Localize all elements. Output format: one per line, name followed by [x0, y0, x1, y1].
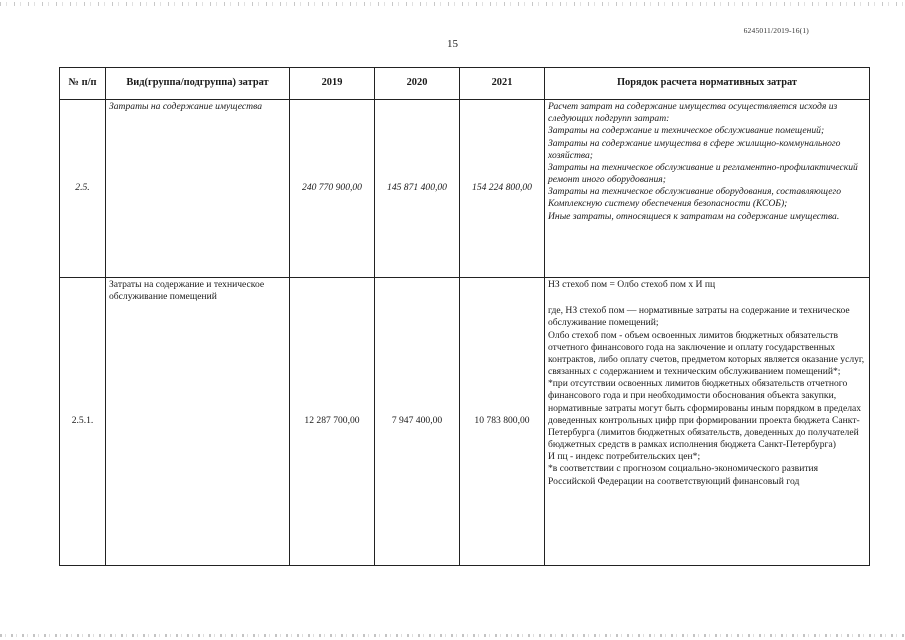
document-code: 6245011/2019-16(1): [743, 26, 809, 35]
method-line: Иные затраты, относящиеся к затратам на содержание имущества.: [548, 210, 840, 222]
header-2019: 2019: [290, 68, 375, 100]
value-2021: 154 224 800,00: [460, 100, 545, 278]
method-line: И пц - индекс потребительских цен*;: [548, 451, 701, 463]
header-2021: 2021: [460, 68, 545, 100]
method-line: Затраты на содержание имущества в сфере жилищно-коммунального хозяйства;: [548, 137, 841, 161]
scan-edge-top: [0, 2, 905, 6]
method-line: *при отсутствии освоенных лимитов бюджетных обязательств отчетного финансового года и при необходимости обоснования объекта закупки, нормативные затраты могут быть сформированы иным порядком в пределах доведенных контрольных цифр при формировании проекта бюджета Санкт-Петербурга (лимитов бюджетных обязательств, доведенных до получателей бюджетных средств в рамках исполнения бюджета Санкт-Петербурга): [548, 378, 862, 451]
value-2020: 7 947 400,00: [375, 278, 460, 566]
table-row: [60, 100, 870, 278]
method-line: Расчет затрат на содержание имущества осуществляется исходя из следующих подгрупп затрат:: [548, 101, 838, 125]
row-name: Затраты на содержание имущества: [106, 100, 290, 278]
row-name: Затраты на содержание и техническое обслуживание помещений: [106, 278, 290, 566]
row-number: 2.5.: [60, 100, 106, 278]
header-type: Вид(группа/подгруппа) затрат: [106, 68, 290, 100]
header-num: № п/п: [60, 68, 106, 100]
method-line: Затраты на содержание и техническое обслуживание помещений;: [548, 125, 825, 137]
header-method: Порядок расчета нормативных затрат: [545, 68, 870, 100]
row-number: 2.5.1.: [60, 278, 106, 566]
value-2020: 145 871 400,00: [375, 100, 460, 278]
value-2021: 10 783 800,00: [460, 278, 545, 566]
method-line: где, НЗ стехоб пом — нормативные затраты на содержание и техническое обслуживание помещений;: [548, 305, 850, 329]
value-2019: 240 770 900,00: [290, 100, 375, 278]
table-header-row: [60, 68, 870, 100]
formula: НЗ стехоб пом = Олбо стехоб пом х И пц: [548, 279, 716, 290]
value-2019: 12 287 700,00: [290, 278, 375, 566]
method-line: Затраты на техническое обслуживание оборудования, составляющего Комплексную систему обеспечения безопасности (КСОБ);: [548, 186, 841, 210]
cost-table: [59, 67, 870, 566]
spacer: [548, 291, 866, 305]
row-method: [545, 100, 870, 278]
header-2020: 2020: [375, 68, 460, 100]
scan-edge-bottom: [0, 634, 905, 637]
method-line: Олбо стехоб пом - объем освоенных лимитов бюджетных обязательств отчетного финансового года на заключение и оплату государственных контрактов, либо оплату счетов, предметом которых является оказание услуг, связанных с содержанием и техническим обслуживанием помещений*;: [548, 329, 865, 378]
row-method: [545, 278, 870, 566]
method-line: Затраты на техническое обслуживание и регламентно-профилактический ремонт иного оборудования;: [548, 161, 858, 186]
page-number: 15: [447, 38, 458, 50]
table-row: [60, 278, 870, 566]
method-line: *в соответствии с прогнозом социально-экономического развития Российской Федерации на соответствующий финансовый год: [548, 463, 819, 487]
